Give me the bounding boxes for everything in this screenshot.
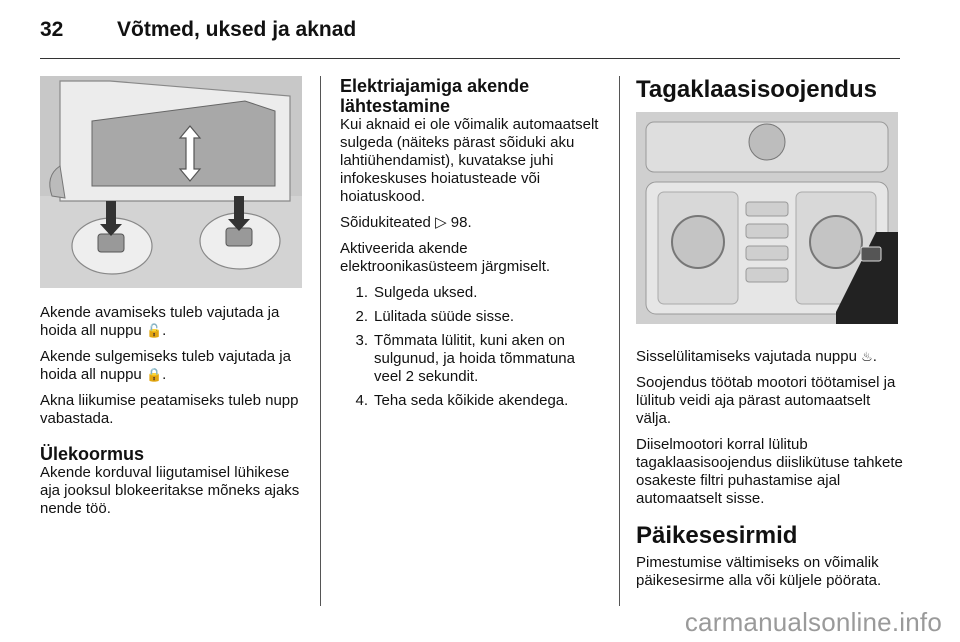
heading-window-reset: Elektriajamiga akende lähtestamine bbox=[340, 76, 530, 116]
car-window-key-fob-illustration bbox=[40, 76, 302, 288]
page-reference-icon: ▷ bbox=[435, 214, 447, 231]
steps-list bbox=[340, 284, 605, 410]
climate-control-panel-illustration bbox=[636, 112, 898, 324]
paragraph-overload: Akende korduval liigutamisel lühikese aja jooksul blokeeritakse mõneks ajaks nende töö. bbox=[40, 464, 300, 517]
paragraph-diesel: Diiselmootori korral lülitub tagaklaasisoojendus diislikütuse tahkete osakeste filtri puhastamise ajal automaatselt sisse. bbox=[636, 436, 903, 507]
column-divider-2 bbox=[619, 76, 620, 606]
list-item: 1. Sulgeda uksed. bbox=[355, 284, 478, 301]
paragraph-open-windows: Akende avamiseks tuleb vajutada ja hoida all nuppu 🔓. bbox=[40, 304, 280, 339]
column-2 bbox=[340, 76, 605, 416]
heading-overload: Ülekoormus bbox=[40, 444, 145, 464]
paragraph-window-reset-intro: Kui aknaid ei ole võimalik automaatselt sulgeda (näiteks pärast sõiduki aku lahtiühendamist), kuvatakse juhi infokeskuses hoiatusteade või hoiatuskood. bbox=[340, 116, 599, 205]
heading-rear-window-heating: Tagaklaasisoojendus bbox=[636, 76, 877, 103]
page-title: Võtmed, uksed ja aknad bbox=[117, 18, 357, 41]
paragraph-close-windows: Akende sulgemiseks tuleb vajutada ja hoida all nuppu 🔒. bbox=[40, 348, 291, 383]
page-number: 32 bbox=[40, 18, 64, 41]
paragraph-heating-auto-off: Soojendus töötab mootori töötamisel ja lülitub veidi aja pärast automaatselt välja. bbox=[636, 374, 896, 427]
unlock-button-icon: 🔓 bbox=[145, 323, 163, 338]
list-item: 2. Lülitada süüde sisse. bbox=[355, 308, 515, 325]
paragraph-vehicle-messages: Sõidukiteated ▷ 98. bbox=[340, 214, 472, 231]
heading-sun-visors: Päikesesirmid bbox=[636, 522, 798, 549]
list-item: 4. Teha seda kõikide akendega. bbox=[355, 392, 569, 409]
column-3 bbox=[636, 76, 904, 598]
paragraph-stop-windows: Akna liikumise peatamiseks tuleb nupp vabastada. bbox=[40, 392, 299, 427]
paragraph-switch-on: Sisselülitamiseks vajutada nuppu ♨. bbox=[636, 348, 877, 365]
column-1 bbox=[40, 76, 304, 526]
list-item: 3. Tõmmata lülitit, kuni aken on sulgunud, ja hoida tõmmatuna veel 2 sekundit. bbox=[355, 332, 575, 385]
header-rule bbox=[40, 58, 900, 59]
paragraph-activate: Aktiveerida akende elektroonikasüsteem järgmiselt. bbox=[340, 240, 551, 275]
watermark: carmanualsonline.info bbox=[684, 607, 942, 637]
paragraph-sun-visors: Pimestumise vältimiseks on võimalik päikesesirme alla või küljele pöörata. bbox=[636, 554, 882, 589]
column-divider-1 bbox=[320, 76, 321, 606]
lock-button-icon: 🔒 bbox=[145, 367, 163, 382]
rear-window-heating-icon: ♨ bbox=[861, 349, 873, 364]
